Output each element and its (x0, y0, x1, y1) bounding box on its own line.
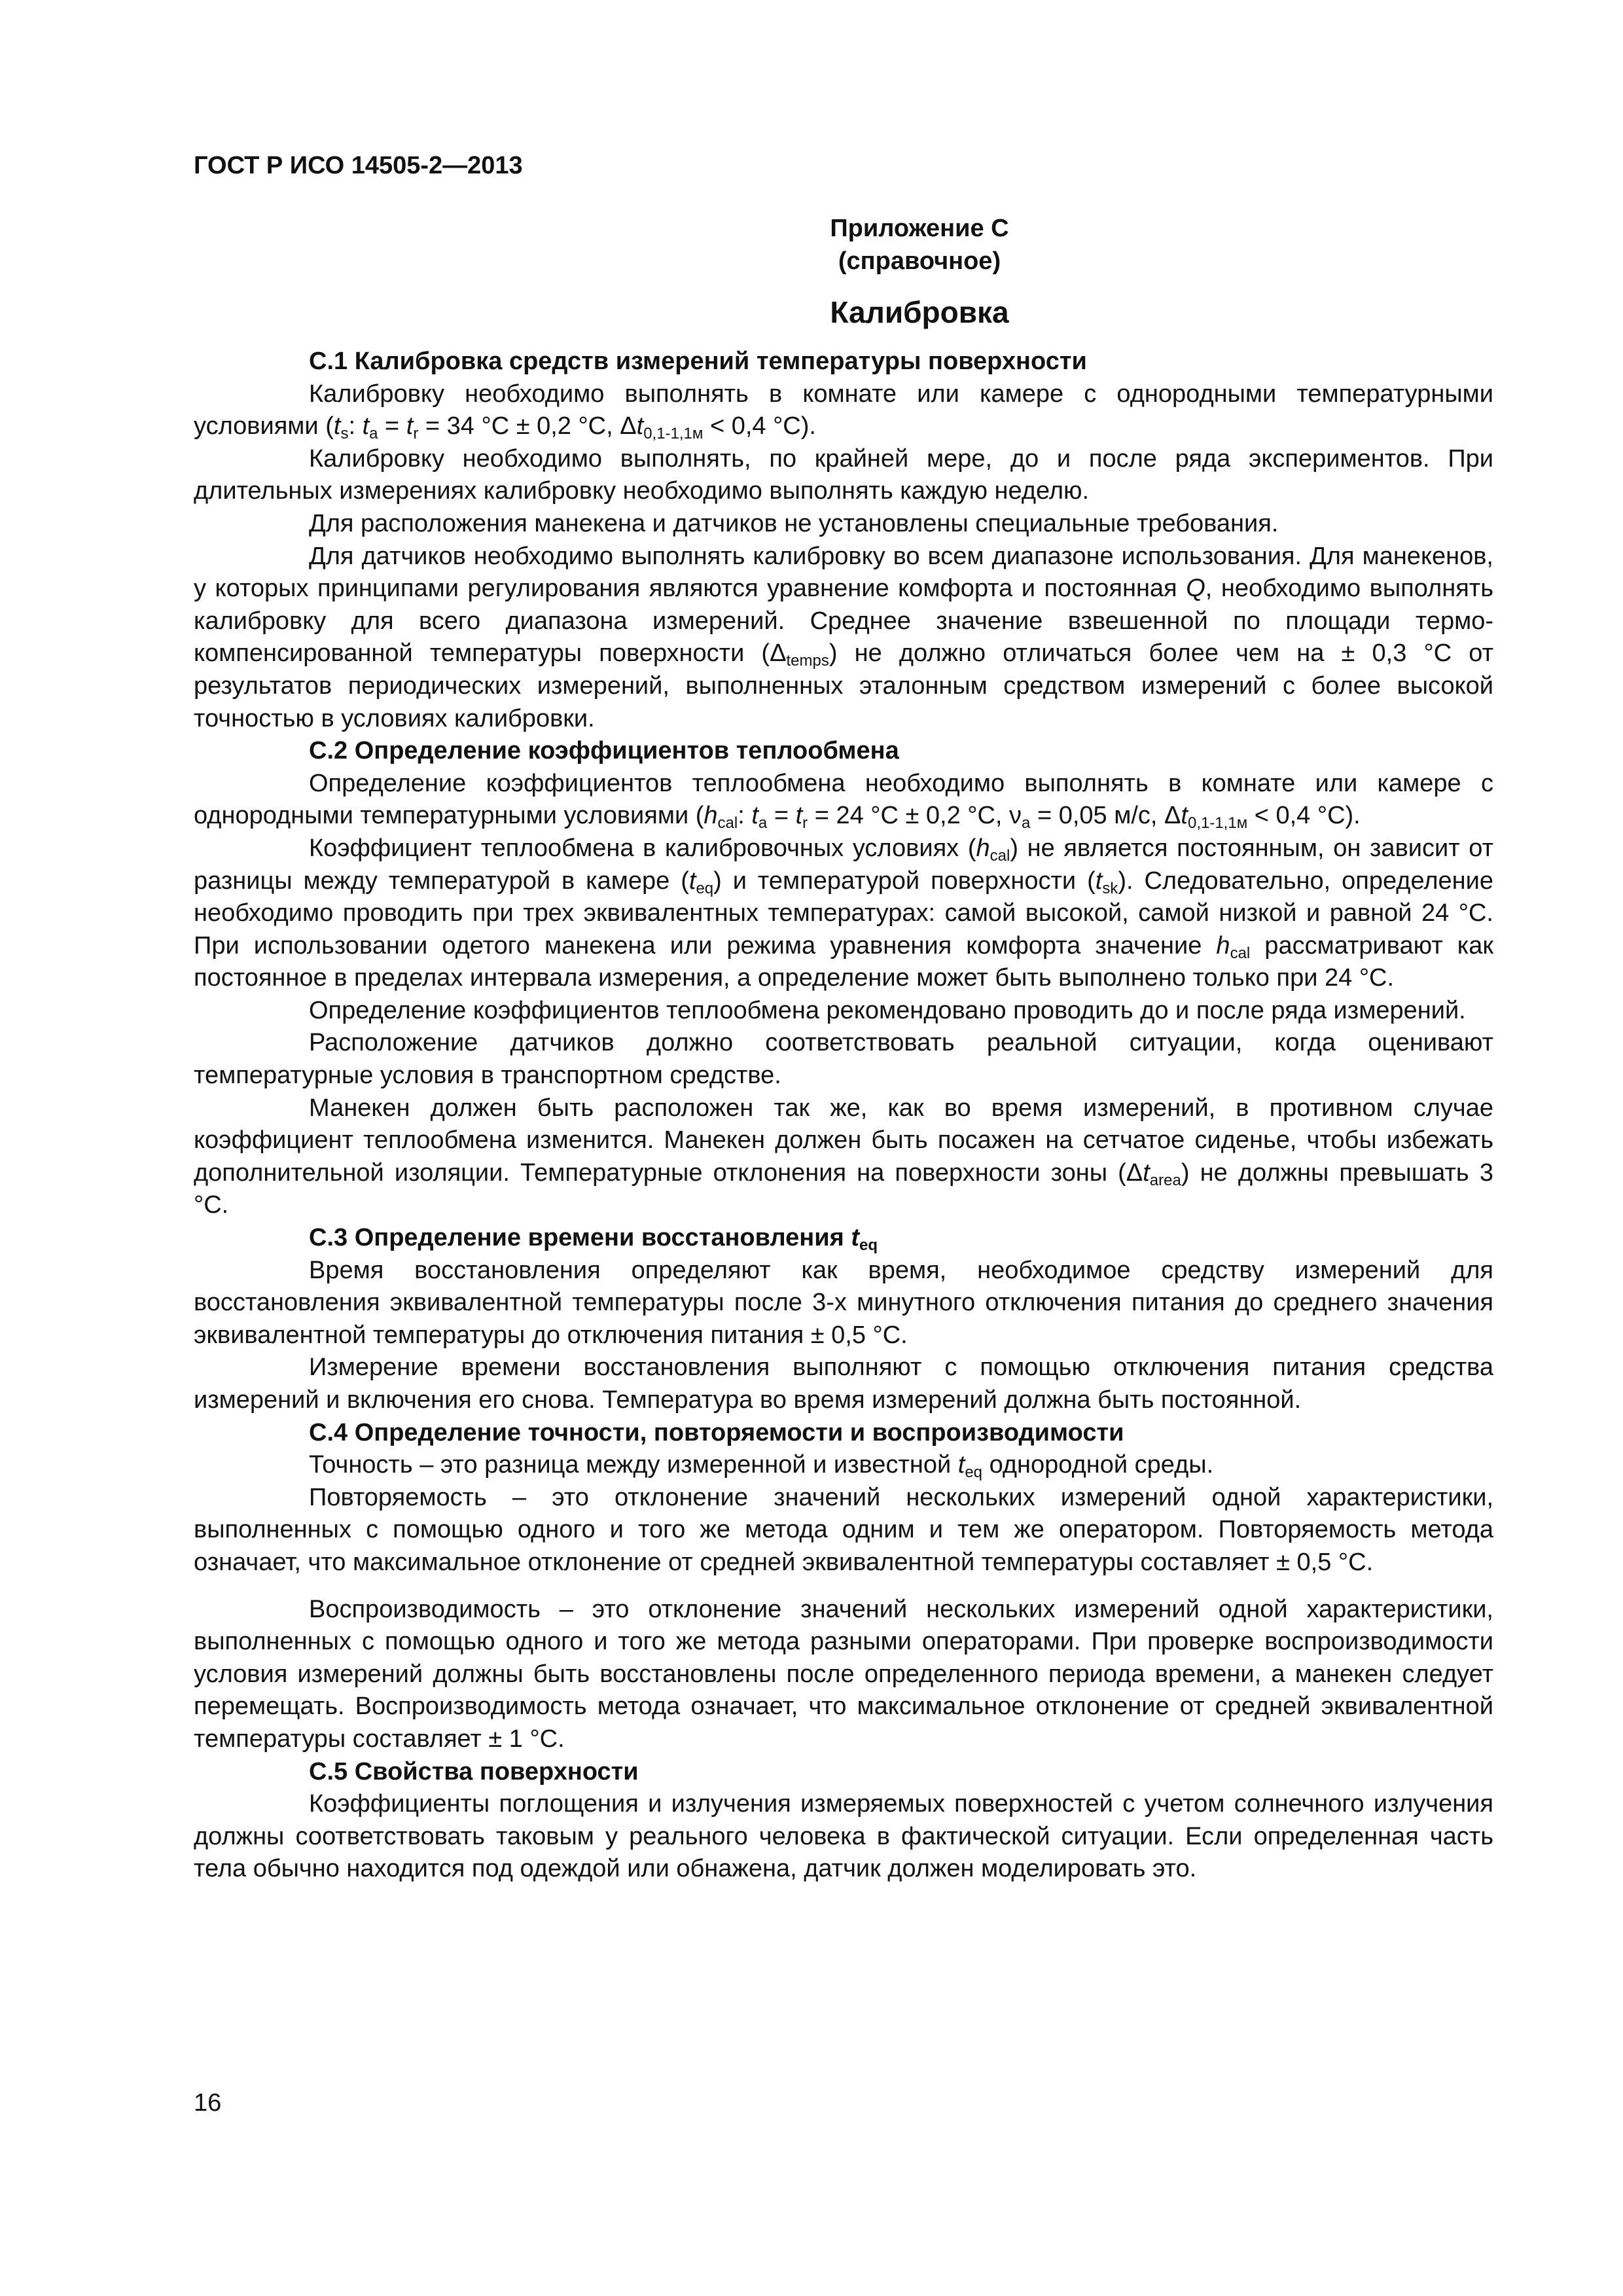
section-heading-c5: С.5 Свойства поверхности (309, 1757, 639, 1785)
paragraph: Для расположения манекена и датчиков не установлены специальные требования. (309, 509, 1279, 537)
paragraph-gap (194, 1579, 1493, 1594)
appendix-label: Приложение С (830, 215, 1009, 242)
paragraph: Калибровку необходимо выполнять, по крайней мере, до и после ряда экспериментов. При длительных измерениях калибровку необходимо выполнять каждую неделю. (194, 444, 1493, 505)
section-heading-c2: С.2 Определение коэффициентов теплообмена (309, 737, 899, 765)
appendix-type: (справочное) (838, 247, 1001, 275)
paragraph: Точность – это разница между измеренной и известной $t_{eq}$ однородной среды. (309, 1451, 1214, 1482)
document-code: ГОСТ Р ИСО 14505-2—2013 (194, 152, 523, 179)
paragraph: Время восстановления определяют как время, необходимое средству измерений для восстановления эквивалентной температуры после 3-х минутного отключения питания до среднего значения эквивалентной температуры до отключения питания ± 0,5 °C. (194, 1256, 1493, 1349)
section-heading-c3: С.3 Определение времени восстановления $t_{eq}$ (309, 1224, 878, 1255)
paragraph: Повторяемость – это отклонение значений нескольких измерений одной характеристики, выполненных с помощью одного и того же метода одним и тем же оператором. Повторяемость метода означает, что максимальное отклонение от средней эквивалентной температуры составляет ± 0,5 °C. (194, 1483, 1493, 1576)
section-heading-c4: С.4 Определение точности, повторяемости и воспроизводимости (309, 1418, 1124, 1446)
paragraph: Измерение времени восстановления выполняют с помощью отключения питания средства измерений и включения его снова. Температура во время измерений должна быть постоянной. (194, 1354, 1493, 1414)
paragraph: Коэффициенты поглощения и излучения измеряемых поверхностей с учетом солнечного излучения должны соответствовать таковым у реального человека в фактической ситуации. Если определенная часть тела обычно находится под одеждой или обнажена, датчик должен моделировать это. (194, 1790, 1493, 1883)
paragraph: Расположение датчиков должно соответствовать реальной ситуации, когда оценивают температурные условия в транспортном средстве. (194, 1029, 1493, 1090)
paragraph: Воспроизводимость – это отклонение значений нескольких измерений одной характеристики, выполненных с помощью одного и того же метода разными операторами. При проверке воспроизводимости условия измерений должны быть восстановлены после определенного периода времени, а манекен следует перемещать. Воспроизводимость метода означает, что максимальное отклонение от средней эквивалентной температуры составляет ± 1 °C. (194, 1595, 1493, 1753)
section-heading-c1: С.1 Калибровка средств измерений температуры поверхности (309, 348, 1087, 375)
paragraph: Калибровку необходимо выполнять в комнате или камере с однородными температурными условиями ($t_s$: $t_a = t_r = 34$ °C ± 0,2 °C, $\Delta t_{0,1-1,1м} < 0,4$ °C). (194, 380, 1493, 443)
paragraph: Определение коэффициентов теплообмена необходимо выполнять в комнате или камере с однородными температурными условиями ($h_{cal}$: $t_a = t_r = 24$ °C ± 0,2 °C, $\nu_a = 0,05$ м/с, $\Delta t_{0,1-1,1м} < 0,4$ °C). (194, 769, 1493, 833)
paragraph: Определение коэффициентов теплообмена рекомендовано проводить до и после ряда измерений. (309, 996, 1466, 1024)
appendix-title: Калибровка (830, 295, 1009, 329)
paragraph: Манекен должен быть расположен так же, как во время измерений, в противном случае коэффициент теплообмена изменится. Манекен должен быть посажен на сетчатое сиденье, чтобы избежать дополнительной изоляции. Температурные отклонения на поверхности зоны $(\Delta t_{area})$ не должны превышать 3 °C. (194, 1094, 1493, 1219)
paragraph: Коэффициент теплообмена в калибровочных условиях $(h_{cal})$ не является постоянным, он зависит от разницы между температурой в камере $(t_{eq})$ и температурой поверхности $(t_{sk})$. Следовательно, определение необходимо проводить при трех эквивалентных температурах: самой высокой, самой низкой и равной 24 °C. При использовании одетого манекена или режима уравнения комфорта значение $h_{cal}$ рассматривают как постоянное в пределах интервала измерения, а определение может быть выполнено только при 24 °C. (194, 834, 1494, 992)
page-number: 16 (194, 2089, 222, 2117)
paragraph: Для датчиков необходимо выполнять калибровку во всем диапазоне использования. Для манекенов, у которых принципами регулирования являются уравнение комфорта и постоянная Q, необходимо выполнять калибровку для всего диапазона измерений. Среднее значение взвешенной по площади термо-компенсированной температуры поверхности $(\Delta_{temps})$ не должно отличаться более чем на ± 0,3 °C от результатов периодических измерений, выполненных эталонным средством измерений с более высокой точностью в условиях калибровки. (194, 542, 1493, 732)
document-body (194, 346, 1493, 1886)
